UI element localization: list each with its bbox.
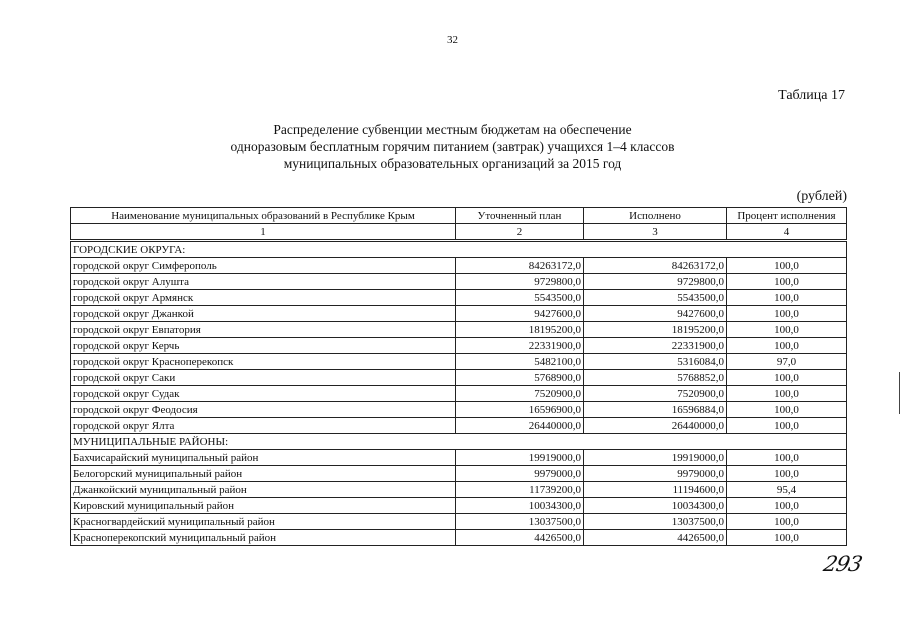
table-row	[71, 418, 847, 434]
header-plan: Уточненный план	[456, 208, 584, 224]
header-row	[71, 208, 847, 224]
execution-percent: 100,0	[727, 450, 847, 466]
executed-amount: 26440000,0	[584, 418, 727, 434]
planned-amount: 16596900,0	[456, 402, 584, 418]
execution-percent: 100,0	[727, 498, 847, 514]
table-row	[71, 386, 847, 402]
executed-amount: 9979000,0	[584, 466, 727, 482]
column-number: 3	[584, 224, 727, 241]
document-title	[0, 121, 905, 172]
executed-amount: 84263172,0	[584, 258, 727, 274]
execution-percent: 100,0	[727, 530, 847, 546]
execution-percent: 100,0	[727, 370, 847, 386]
executed-amount: 10034300,0	[584, 498, 727, 514]
header-percent: Процент исполнения	[727, 208, 847, 224]
municipality-name: городской округ Симферополь	[71, 258, 456, 274]
execution-percent: 100,0	[727, 466, 847, 482]
municipality-name: городской округ Саки	[71, 370, 456, 386]
column-number: 1	[71, 224, 456, 241]
units-label: (рублей)	[796, 189, 847, 204]
column-number: 2	[456, 224, 584, 241]
table-row	[71, 466, 847, 482]
table-row	[71, 354, 847, 370]
municipality-name: городской округ Керчь	[71, 338, 456, 354]
execution-percent: 100,0	[727, 290, 847, 306]
municipality-name: Красноперекопский муниципальный район	[71, 530, 456, 546]
planned-amount: 19919000,0	[456, 450, 584, 466]
planned-amount: 9729800,0	[456, 274, 584, 290]
execution-percent: 100,0	[727, 386, 847, 402]
municipality-name: городской округ Евпатория	[71, 322, 456, 338]
section-row	[71, 241, 847, 258]
execution-percent: 100,0	[727, 322, 847, 338]
section-title: МУНИЦИПАЛЬНЫЕ РАЙОНЫ:	[71, 434, 847, 450]
municipality-name: Белогорский муниципальный район	[71, 466, 456, 482]
execution-percent: 100,0	[727, 338, 847, 354]
column-number-row	[71, 224, 847, 241]
planned-amount: 18195200,0	[456, 322, 584, 338]
header-name: Наименование муниципальных образований в Республике Крым	[71, 208, 456, 224]
planned-amount: 26440000,0	[456, 418, 584, 434]
table-row	[71, 450, 847, 466]
subvention-table	[70, 207, 847, 546]
planned-amount: 5543500,0	[456, 290, 584, 306]
table-row	[71, 530, 847, 546]
table-row	[71, 322, 847, 338]
planned-amount: 13037500,0	[456, 514, 584, 530]
table-row	[71, 482, 847, 498]
planned-amount: 9979000,0	[456, 466, 584, 482]
planned-amount: 22331900,0	[456, 338, 584, 354]
municipality-name: городской округ Красноперекопск	[71, 354, 456, 370]
executed-amount: 19919000,0	[584, 450, 727, 466]
table-row	[71, 338, 847, 354]
title-line-1: Распределение субвенции местным бюджетам на обеспечение	[273, 122, 632, 137]
execution-percent: 95,4	[727, 482, 847, 498]
executed-amount: 9729800,0	[584, 274, 727, 290]
executed-amount: 5316084,0	[584, 354, 727, 370]
executed-amount: 5768852,0	[584, 370, 727, 386]
municipality-name: Джанкойский муниципальный район	[71, 482, 456, 498]
planned-amount: 5768900,0	[456, 370, 584, 386]
table-row	[71, 402, 847, 418]
executed-amount: 18195200,0	[584, 322, 727, 338]
planned-amount: 7520900,0	[456, 386, 584, 402]
planned-amount: 5482100,0	[456, 354, 584, 370]
planned-amount: 84263172,0	[456, 258, 584, 274]
execution-percent: 97,0	[727, 354, 847, 370]
planned-amount: 4426500,0	[456, 530, 584, 546]
municipality-name: городской округ Алушта	[71, 274, 456, 290]
executed-amount: 22331900,0	[584, 338, 727, 354]
header-done: Исполнено	[584, 208, 727, 224]
title-line-2: одноразовым бесплатным горячим питанием (завтрак) учащихся 1–4 классов	[230, 139, 675, 154]
table-row	[71, 370, 847, 386]
execution-percent: 100,0	[727, 306, 847, 322]
planned-amount: 10034300,0	[456, 498, 584, 514]
municipality-name: городской округ Ялта	[71, 418, 456, 434]
execution-percent: 100,0	[727, 258, 847, 274]
table-row	[71, 274, 847, 290]
executed-amount: 4426500,0	[584, 530, 727, 546]
title-line-3: муниципальных образовательных организаций за 2015 год	[283, 156, 622, 171]
section-row	[71, 434, 847, 450]
table-row	[71, 514, 847, 530]
executed-amount: 16596884,0	[584, 402, 727, 418]
execution-percent: 100,0	[727, 274, 847, 290]
municipality-name: Бахчисарайский муниципальный район	[71, 450, 456, 466]
municipality-name: городской округ Армянск	[71, 290, 456, 306]
table-label: Таблица 17	[778, 88, 845, 103]
municipality-name: городской округ Судак	[71, 386, 456, 402]
table-body	[71, 241, 847, 546]
table-row	[71, 258, 847, 274]
section-title: ГОРОДСКИЕ ОКРУГА:	[71, 241, 847, 258]
scan-edge-mark	[899, 372, 900, 414]
municipality-name: Красногвардейский муниципальный район	[71, 514, 456, 530]
executed-amount: 7520900,0	[584, 386, 727, 402]
table-row	[71, 306, 847, 322]
executed-amount: 9427600,0	[584, 306, 727, 322]
municipality-name: Кировский муниципальный район	[71, 498, 456, 514]
executed-amount: 13037500,0	[584, 514, 727, 530]
execution-percent: 100,0	[727, 514, 847, 530]
table-row	[71, 498, 847, 514]
page-number: 32	[447, 34, 458, 46]
column-number: 4	[727, 224, 847, 241]
table-row	[71, 290, 847, 306]
municipality-name: городской округ Феодосия	[71, 402, 456, 418]
municipality-name: городской округ Джанкой	[71, 306, 456, 322]
execution-percent: 100,0	[727, 418, 847, 434]
planned-amount: 9427600,0	[456, 306, 584, 322]
handwritten-page-mark: 293	[821, 552, 864, 576]
planned-amount: 11739200,0	[456, 482, 584, 498]
executed-amount: 11194600,0	[584, 482, 727, 498]
executed-amount: 5543500,0	[584, 290, 727, 306]
execution-percent: 100,0	[727, 402, 847, 418]
